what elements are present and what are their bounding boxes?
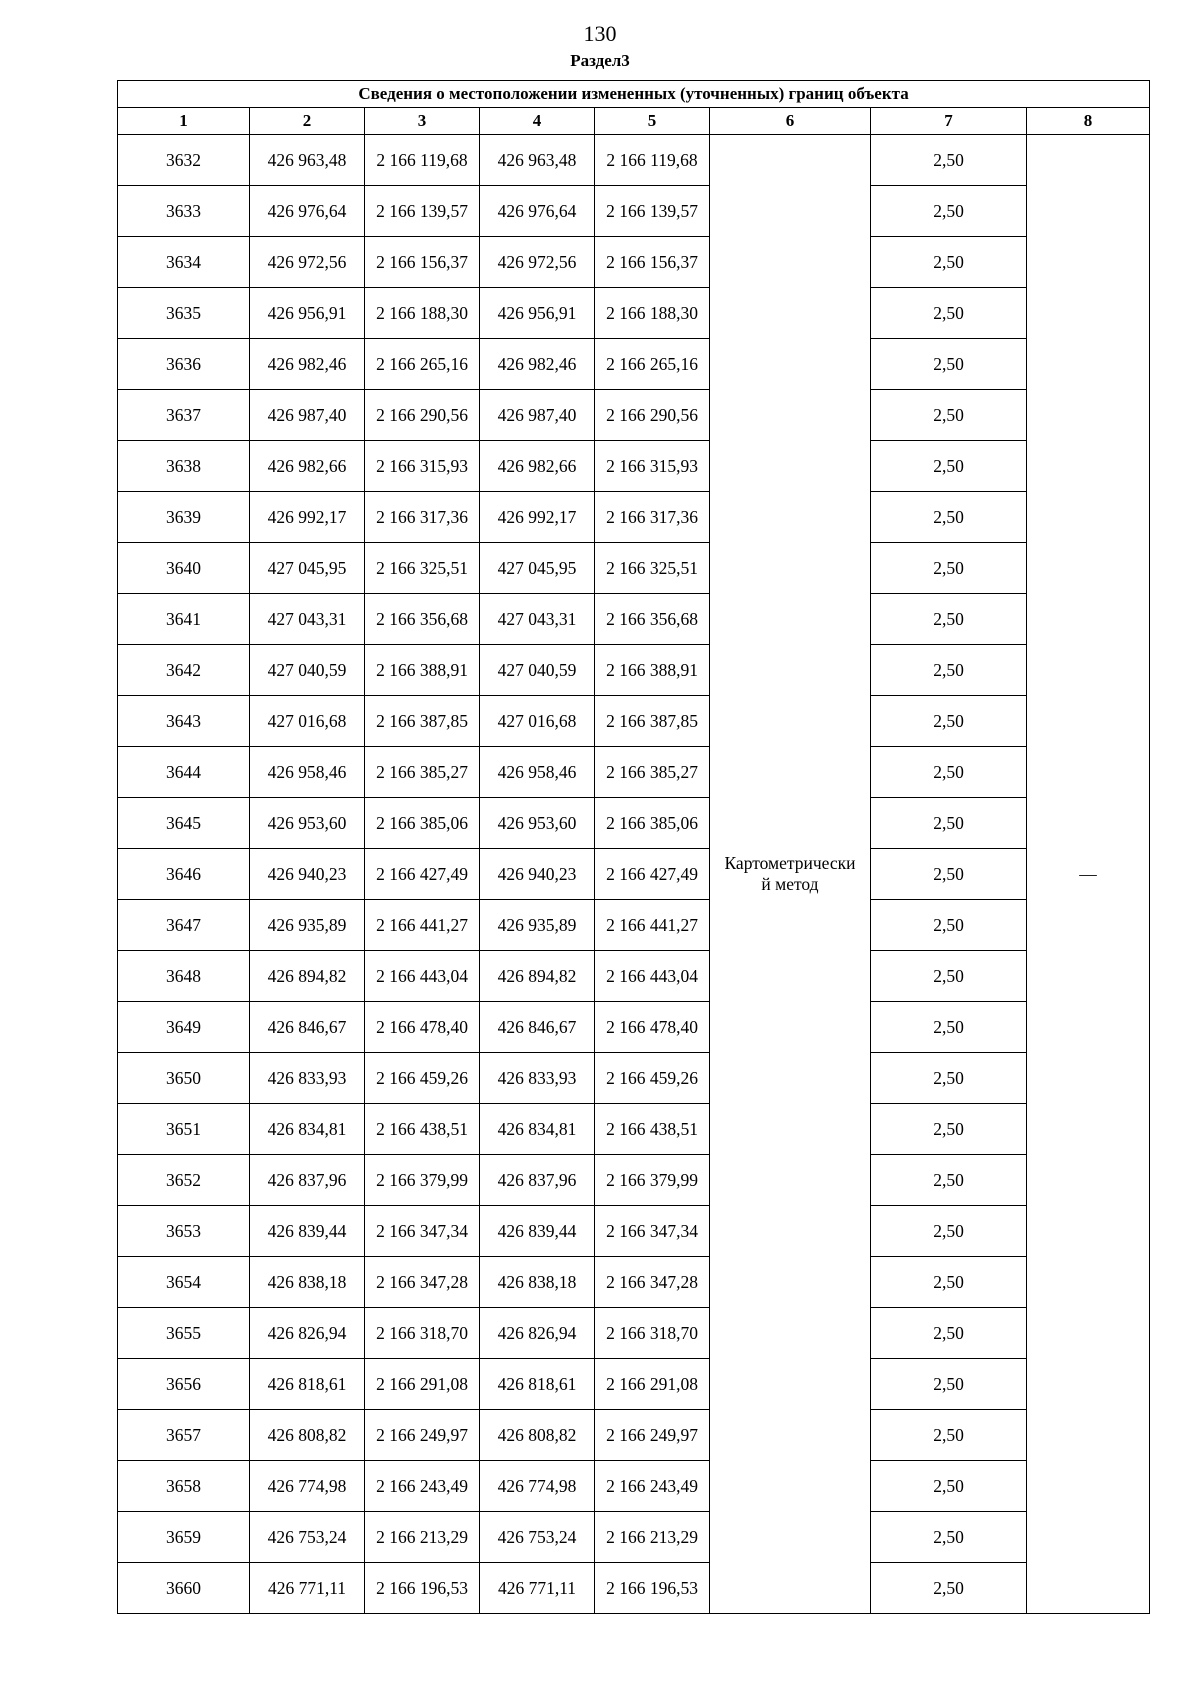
cell-x1: 427 016,68 (250, 696, 365, 747)
cell-x1: 426 826,94 (250, 1308, 365, 1359)
cell-n: 3649 (118, 1002, 250, 1053)
cell-x2: 427 045,95 (480, 543, 595, 594)
cell-err: 2,50 (871, 1461, 1027, 1512)
cell-y1: 2 166 385,27 (365, 747, 480, 798)
cell-n: 3632 (118, 135, 250, 186)
cell-err: 2,50 (871, 390, 1027, 441)
page-number: 130 (583, 21, 617, 46)
method-cell (710, 135, 871, 1614)
cell-y2: 2 166 243,49 (595, 1461, 710, 1512)
cell-n: 3634 (118, 237, 250, 288)
cell-x1: 426 992,17 (250, 492, 365, 543)
table-body (118, 135, 1150, 1614)
cell-n: 3652 (118, 1155, 250, 1206)
cell-x1: 426 894,82 (250, 951, 365, 1002)
cell-y1: 2 166 188,30 (365, 288, 480, 339)
table-row (118, 492, 1150, 543)
cell-y1: 2 166 356,68 (365, 594, 480, 645)
table-row (118, 1410, 1150, 1461)
cell-x1: 427 045,95 (250, 543, 365, 594)
cell-y2: 2 166 318,70 (595, 1308, 710, 1359)
section-label: Раздел3 (570, 51, 630, 70)
cell-n: 3650 (118, 1053, 250, 1104)
cell-x1: 426 774,98 (250, 1461, 365, 1512)
cell-x1: 426 940,23 (250, 849, 365, 900)
cell-x2: 426 818,61 (480, 1359, 595, 1410)
cell-x1: 427 040,59 (250, 645, 365, 696)
cell-err: 2,50 (871, 849, 1027, 900)
table-row (118, 1461, 1150, 1512)
cell-err: 2,50 (871, 237, 1027, 288)
cell-n: 3636 (118, 339, 250, 390)
cell-y1: 2 166 119,68 (365, 135, 480, 186)
cell-y1: 2 166 441,27 (365, 900, 480, 951)
column-number-8: 8 (1027, 108, 1150, 135)
cell-x2: 427 016,68 (480, 696, 595, 747)
cell-y1: 2 166 290,56 (365, 390, 480, 441)
cell-err: 2,50 (871, 1563, 1027, 1614)
cell-y2: 2 166 315,93 (595, 441, 710, 492)
method-text-line-1: Картометрически (724, 853, 856, 873)
table-row (118, 1053, 1150, 1104)
cell-err: 2,50 (871, 798, 1027, 849)
cell-y2: 2 166 459,26 (595, 1053, 710, 1104)
cell-x1: 426 953,60 (250, 798, 365, 849)
cell-err: 2,50 (871, 696, 1027, 747)
cell-y1: 2 166 318,70 (365, 1308, 480, 1359)
cell-y1: 2 166 243,49 (365, 1461, 480, 1512)
cell-err: 2,50 (871, 1002, 1027, 1053)
cell-y1: 2 166 459,26 (365, 1053, 480, 1104)
table-row (118, 1206, 1150, 1257)
cell-n: 3639 (118, 492, 250, 543)
column-number-row (118, 108, 1150, 135)
cell-y2: 2 166 317,36 (595, 492, 710, 543)
cell-y2: 2 166 291,08 (595, 1359, 710, 1410)
cell-x2: 426 808,82 (480, 1410, 595, 1461)
table-row (118, 1104, 1150, 1155)
table-row (118, 1359, 1150, 1410)
cell-y1: 2 166 249,97 (365, 1410, 480, 1461)
cell-x2: 426 753,24 (480, 1512, 595, 1563)
cell-err: 2,50 (871, 1155, 1027, 1206)
cell-y2: 2 166 156,37 (595, 237, 710, 288)
cell-n: 3635 (118, 288, 250, 339)
cell-x2: 426 846,67 (480, 1002, 595, 1053)
table-row (118, 441, 1150, 492)
cell-y1: 2 166 388,91 (365, 645, 480, 696)
column-number-2: 2 (250, 108, 365, 135)
cell-x2: 426 774,98 (480, 1461, 595, 1512)
cell-x1: 426 837,96 (250, 1155, 365, 1206)
table-row (118, 951, 1150, 1002)
cell-err: 2,50 (871, 1257, 1027, 1308)
cell-err: 2,50 (871, 492, 1027, 543)
cell-x1: 426 771,11 (250, 1563, 365, 1614)
cell-err: 2,50 (871, 1053, 1027, 1104)
table-row (118, 900, 1150, 951)
cell-x1: 426 976,64 (250, 186, 365, 237)
cell-y2: 2 166 196,53 (595, 1563, 710, 1614)
cell-n: 3659 (118, 1512, 250, 1563)
cell-x1: 426 818,61 (250, 1359, 365, 1410)
table-row (118, 1002, 1150, 1053)
cell-y2: 2 166 388,91 (595, 645, 710, 696)
cell-err: 2,50 (871, 339, 1027, 390)
column-number-1: 1 (118, 108, 250, 135)
cell-x2: 426 838,18 (480, 1257, 595, 1308)
cell-y1: 2 166 427,49 (365, 849, 480, 900)
cell-x1: 426 834,81 (250, 1104, 365, 1155)
column-number-5: 5 (595, 108, 710, 135)
cell-n: 3651 (118, 1104, 250, 1155)
cell-y2: 2 166 249,97 (595, 1410, 710, 1461)
cell-err: 2,50 (871, 186, 1027, 237)
cell-err: 2,50 (871, 1206, 1027, 1257)
cell-y2: 2 166 443,04 (595, 951, 710, 1002)
table-row (118, 1563, 1150, 1614)
cell-x1: 426 846,67 (250, 1002, 365, 1053)
cell-x2: 426 963,48 (480, 135, 595, 186)
table-title: Сведения о местоположении измененных (уточненных) границ объекта (118, 81, 1150, 108)
cell-y2: 2 166 347,28 (595, 1257, 710, 1308)
cell-x2: 426 834,81 (480, 1104, 595, 1155)
cell-y1: 2 166 156,37 (365, 237, 480, 288)
column-8-cell: — (1027, 135, 1150, 1614)
table-row (118, 543, 1150, 594)
cell-err: 2,50 (871, 1512, 1027, 1563)
cell-n: 3655 (118, 1308, 250, 1359)
cell-x1: 426 956,91 (250, 288, 365, 339)
table-row (118, 696, 1150, 747)
cell-n: 3640 (118, 543, 250, 594)
cell-x2: 426 771,11 (480, 1563, 595, 1614)
cell-x2: 427 043,31 (480, 594, 595, 645)
cell-y1: 2 166 385,06 (365, 798, 480, 849)
cell-x2: 426 992,17 (480, 492, 595, 543)
cell-x1: 426 982,66 (250, 441, 365, 492)
coordinates-table (117, 80, 1150, 1614)
column-number-6: 6 (710, 108, 871, 135)
column-number-3: 3 (365, 108, 480, 135)
cell-x1: 426 987,40 (250, 390, 365, 441)
cell-y2: 2 166 379,99 (595, 1155, 710, 1206)
cell-x2: 426 956,91 (480, 288, 595, 339)
cell-err: 2,50 (871, 747, 1027, 798)
cell-y2: 2 166 387,85 (595, 696, 710, 747)
cell-y1: 2 166 213,29 (365, 1512, 480, 1563)
cell-err: 2,50 (871, 645, 1027, 696)
cell-n: 3644 (118, 747, 250, 798)
cell-x1: 426 958,46 (250, 747, 365, 798)
cell-x2: 426 953,60 (480, 798, 595, 849)
table-row (118, 849, 1150, 900)
cell-n: 3638 (118, 441, 250, 492)
cell-x2: 426 894,82 (480, 951, 595, 1002)
table-row (118, 186, 1150, 237)
table-title-row (118, 81, 1150, 108)
cell-y1: 2 166 478,40 (365, 1002, 480, 1053)
cell-x1: 426 833,93 (250, 1053, 365, 1104)
cell-n: 3637 (118, 390, 250, 441)
cell-y2: 2 166 478,40 (595, 1002, 710, 1053)
cell-y1: 2 166 347,28 (365, 1257, 480, 1308)
cell-x2: 426 839,44 (480, 1206, 595, 1257)
cell-y1: 2 166 387,85 (365, 696, 480, 747)
cell-x2: 426 987,40 (480, 390, 595, 441)
cell-err: 2,50 (871, 1308, 1027, 1359)
cell-err: 2,50 (871, 594, 1027, 645)
cell-x2: 427 040,59 (480, 645, 595, 696)
cell-y2: 2 166 427,49 (595, 849, 710, 900)
cell-y2: 2 166 213,29 (595, 1512, 710, 1563)
cell-x2: 426 976,64 (480, 186, 595, 237)
table-row (118, 1308, 1150, 1359)
cell-x2: 426 982,46 (480, 339, 595, 390)
cell-x1: 426 963,48 (250, 135, 365, 186)
column-number-4: 4 (480, 108, 595, 135)
cell-err: 2,50 (871, 135, 1027, 186)
table-row (118, 645, 1150, 696)
cell-x2: 426 837,96 (480, 1155, 595, 1206)
table-row (118, 288, 1150, 339)
cell-x2: 426 958,46 (480, 747, 595, 798)
cell-n: 3656 (118, 1359, 250, 1410)
cell-y2: 2 166 139,57 (595, 186, 710, 237)
cell-x1: 426 839,44 (250, 1206, 365, 1257)
cell-y2: 2 166 290,56 (595, 390, 710, 441)
cell-n: 3658 (118, 1461, 250, 1512)
cell-n: 3645 (118, 798, 250, 849)
cell-y1: 2 166 379,99 (365, 1155, 480, 1206)
table-row (118, 1155, 1150, 1206)
table-row (118, 594, 1150, 645)
cell-y2: 2 166 441,27 (595, 900, 710, 951)
cell-x2: 426 833,93 (480, 1053, 595, 1104)
cell-n: 3653 (118, 1206, 250, 1257)
cell-y2: 2 166 325,51 (595, 543, 710, 594)
cell-x1: 426 982,46 (250, 339, 365, 390)
cell-y1: 2 166 139,57 (365, 186, 480, 237)
cell-x2: 426 972,56 (480, 237, 595, 288)
cell-err: 2,50 (871, 543, 1027, 594)
cell-n: 3657 (118, 1410, 250, 1461)
cell-n: 3648 (118, 951, 250, 1002)
cell-n: 3643 (118, 696, 250, 747)
table-row (118, 135, 1150, 186)
cell-y1: 2 166 438,51 (365, 1104, 480, 1155)
cell-n: 3646 (118, 849, 250, 900)
cell-n: 3642 (118, 645, 250, 696)
cell-n: 3641 (118, 594, 250, 645)
cell-y2: 2 166 188,30 (595, 288, 710, 339)
cell-x1: 426 935,89 (250, 900, 365, 951)
cell-y1: 2 166 315,93 (365, 441, 480, 492)
cell-err: 2,50 (871, 951, 1027, 1002)
cell-y2: 2 166 347,34 (595, 1206, 710, 1257)
cell-n: 3660 (118, 1563, 250, 1614)
table-row (118, 237, 1150, 288)
table-row (118, 798, 1150, 849)
table-row (118, 1512, 1150, 1563)
cell-x2: 426 935,89 (480, 900, 595, 951)
cell-y1: 2 166 325,51 (365, 543, 480, 594)
table-row (118, 390, 1150, 441)
cell-err: 2,50 (871, 288, 1027, 339)
cell-x2: 426 982,66 (480, 441, 595, 492)
cell-x2: 426 940,23 (480, 849, 595, 900)
method-text-line-2: й метод (761, 874, 819, 894)
cell-y2: 2 166 119,68 (595, 135, 710, 186)
cell-n: 3654 (118, 1257, 250, 1308)
cell-y2: 2 166 438,51 (595, 1104, 710, 1155)
cell-y1: 2 166 317,36 (365, 492, 480, 543)
cell-x1: 426 753,24 (250, 1512, 365, 1563)
cell-x1: 426 808,82 (250, 1410, 365, 1461)
cell-y2: 2 166 356,68 (595, 594, 710, 645)
cell-y1: 2 166 443,04 (365, 951, 480, 1002)
cell-x1: 426 972,56 (250, 237, 365, 288)
cell-x1: 426 838,18 (250, 1257, 365, 1308)
cell-x1: 427 043,31 (250, 594, 365, 645)
cell-n: 3647 (118, 900, 250, 951)
cell-err: 2,50 (871, 441, 1027, 492)
cell-n: 3633 (118, 186, 250, 237)
table-row (118, 339, 1150, 390)
column-number-7: 7 (871, 108, 1027, 135)
table-row (118, 1257, 1150, 1308)
table-row (118, 747, 1150, 798)
cell-y2: 2 166 265,16 (595, 339, 710, 390)
cell-y1: 2 166 265,16 (365, 339, 480, 390)
cell-y1: 2 166 291,08 (365, 1359, 480, 1410)
cell-err: 2,50 (871, 1359, 1027, 1410)
cell-x2: 426 826,94 (480, 1308, 595, 1359)
cell-y1: 2 166 196,53 (365, 1563, 480, 1614)
cell-err: 2,50 (871, 1410, 1027, 1461)
cell-y2: 2 166 385,06 (595, 798, 710, 849)
cell-err: 2,50 (871, 1104, 1027, 1155)
cell-y1: 2 166 347,34 (365, 1206, 480, 1257)
cell-err: 2,50 (871, 900, 1027, 951)
cell-y2: 2 166 385,27 (595, 747, 710, 798)
